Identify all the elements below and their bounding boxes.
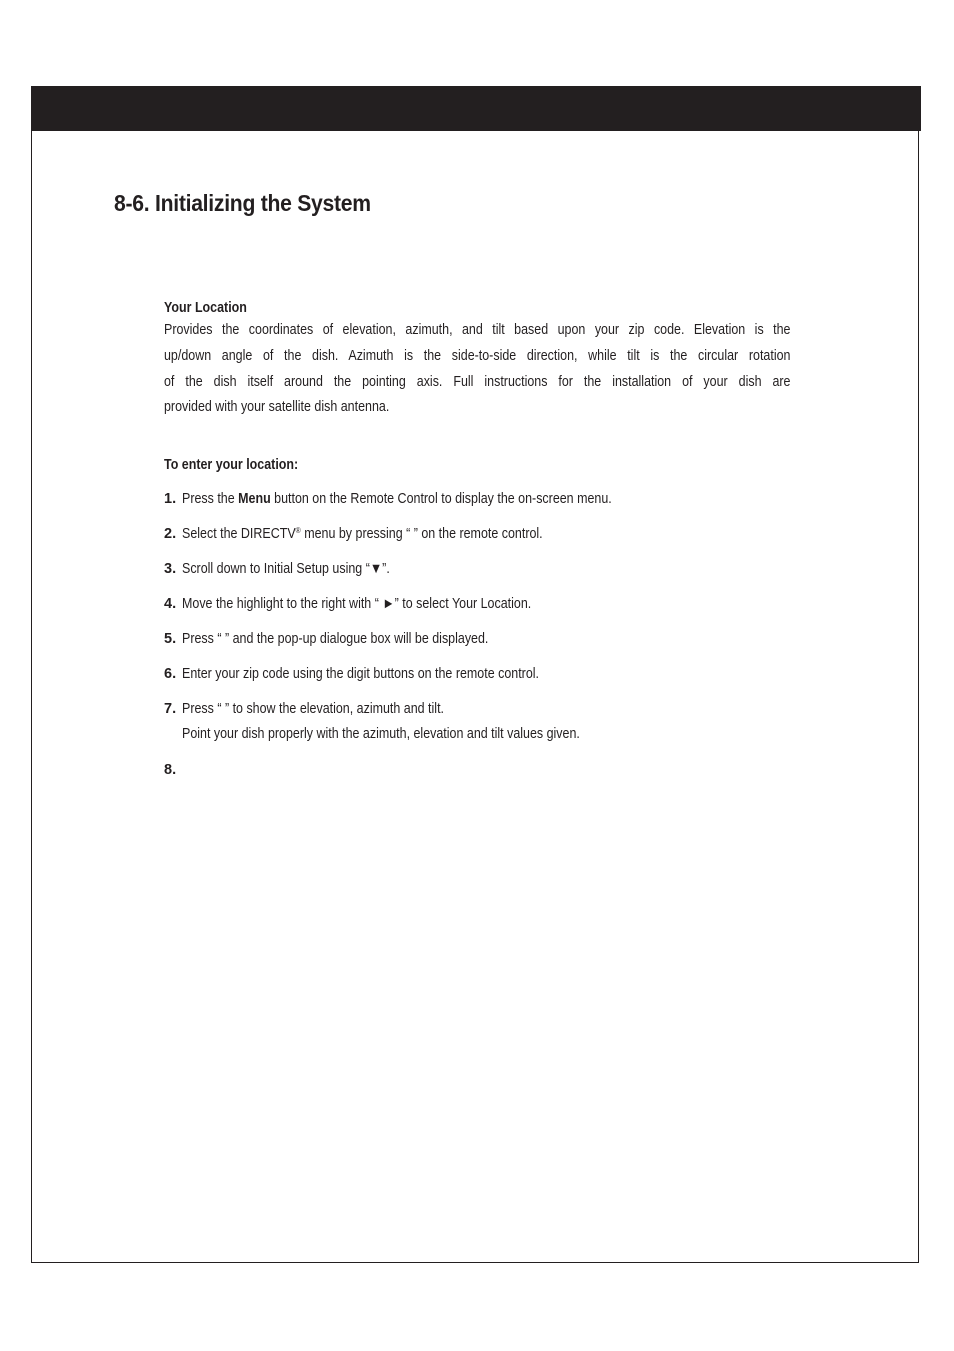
step-text: Press “ ” to show the elevation, azimuth and tilt. bbox=[182, 701, 445, 718]
steps-list bbox=[164, 489, 792, 795]
registered-mark: ® bbox=[295, 526, 301, 536]
step-number: 6. bbox=[164, 666, 177, 683]
menu-button-label: Menu bbox=[238, 491, 271, 508]
step-number: 3. bbox=[164, 561, 177, 578]
content bbox=[164, 298, 792, 795]
step-text: Press “ ” and the pop-up dialogue box will be displayed. bbox=[182, 631, 489, 648]
header-bar bbox=[31, 86, 921, 131]
step-6 bbox=[164, 664, 792, 699]
step-text: Select the DIRECTV® menu by pressing “ ” on the remote control. bbox=[182, 526, 543, 543]
steps-heading: To enter your location: bbox=[164, 457, 299, 474]
description-line-3: of the dish itself around the pointing axis. Full instructions for the installation of your dish are bbox=[164, 373, 791, 390]
step-8 bbox=[164, 760, 792, 795]
step-text: Enter your zip code using the digit buttons on the remote control. bbox=[182, 666, 539, 683]
step-1 bbox=[164, 489, 792, 524]
description-line-1: Provides the coordinates of elevation, azimuth, and tilt based upon your zip code. Elevation is the bbox=[164, 322, 791, 338]
step-text: Scroll down to Initial Setup using “▼”. bbox=[182, 561, 390, 578]
step-number: 4. bbox=[164, 596, 177, 613]
description-line-2: up/down angle of the dish. Azimuth is the side-to-side direction, while tilt is the circular rotation bbox=[164, 347, 791, 364]
step-text: Move the highlight to the right with “ ►” to select Your Location. bbox=[182, 596, 532, 613]
your-location-heading: Your Location bbox=[164, 300, 247, 316]
step-text: Press the Menu button on the Remote Control to display the on-screen menu. bbox=[182, 491, 612, 508]
step-number: 8. bbox=[164, 762, 177, 779]
step-subtext: Point your dish properly with the azimuth, elevation and tilt values given. bbox=[182, 726, 580, 743]
step-number: 2. bbox=[164, 526, 177, 543]
step-2 bbox=[164, 524, 792, 559]
step-number: 7. bbox=[164, 701, 177, 718]
step-number: 1. bbox=[164, 491, 177, 508]
step-3 bbox=[164, 559, 792, 594]
description-line-4: provided with your satellite dish antenna. bbox=[164, 399, 390, 416]
step-number: 5. bbox=[164, 631, 177, 648]
step-7 bbox=[164, 699, 792, 760]
section-title: 8-6. Initializing the System bbox=[114, 190, 371, 216]
step-4 bbox=[164, 594, 792, 629]
step-5 bbox=[164, 629, 792, 664]
